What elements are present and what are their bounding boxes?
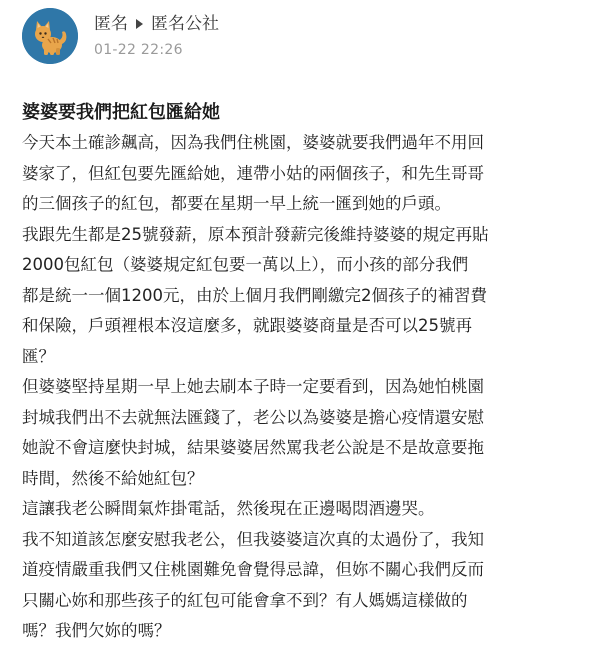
- post-body-line: 封城我們出不去就無法匯錢了，老公以為婆婆是擔心疫情還安慰: [22, 407, 484, 427]
- post-body-line: 但婆婆堅持星期一早上她去刷本子時一定要看到，因為她怕桃園: [22, 377, 484, 396]
- post-body-line: 的三個孩子的紅包，都要在星期一早上統一匯到她的戶頭。: [22, 194, 451, 213]
- post-body-line: 今天本土確診飆高，因為我們住桃園，婆婆就要我們過年不用回: [22, 133, 484, 152]
- author-name[interactable]: 匿名: [94, 14, 128, 34]
- post-body-line: 道疫情嚴重我們又住桃園難免會覺得忌諱，但妳不關心我們反而: [22, 560, 484, 579]
- post-meta: [94, 13, 219, 59]
- post-body-line: 婆家了，但紅包要先匯給她，連帶小姑的兩個孩子，和先生哥哥: [22, 163, 484, 183]
- post-header: [22, 6, 219, 66]
- post-body-line: 匯？: [22, 346, 55, 366]
- post-timestamp: 01-22 22:26: [94, 42, 183, 58]
- post-body-line: 我不知道該怎麼安慰我老公，但我婆婆這次真的太過份了，我知: [22, 529, 484, 549]
- post-body-line: 2000包紅包（婆婆規定紅包要一萬以上），而小孩的部分我們: [22, 255, 469, 274]
- post-body-line: 這讓我老公瞬間氣炸掛電話，然後現在正邊喝悶酒邊哭。: [22, 499, 435, 518]
- post-body-line: 她說不會這麼快封城，結果婆婆居然罵我老公說是不是故意要拖: [22, 438, 484, 457]
- author-avatar[interactable]: [22, 8, 78, 64]
- board-name[interactable]: 匿名公社: [151, 14, 219, 34]
- triangle-right-icon: [136, 19, 143, 29]
- post-body: [22, 128, 582, 647]
- post-body-line: 和保險，戶頭裡根本沒這麼多，就跟婆婆商量是否可以25號再: [22, 316, 472, 335]
- author-line: [94, 13, 219, 35]
- cat-avatar-icon: [22, 8, 78, 64]
- post-body-line: 嗎？我們欠妳的嗎？: [22, 621, 171, 640]
- post-body-line: 時間，然後不給她紅包？: [22, 468, 204, 488]
- post-body-line: 只關心妳和那些孩子的紅包可能會拿不到？有人媽媽這樣做的: [22, 590, 468, 610]
- post-title: 婆婆要我們把紅包匯給她: [22, 102, 220, 123]
- post-body-line: 都是統一一個1200元，由於上個月我們剛繳完2個孩子的補習費: [22, 285, 487, 305]
- post-body-line: 我跟先生都是25號發薪，原本預計發薪完後維持婆婆的規定再貼: [22, 224, 489, 244]
